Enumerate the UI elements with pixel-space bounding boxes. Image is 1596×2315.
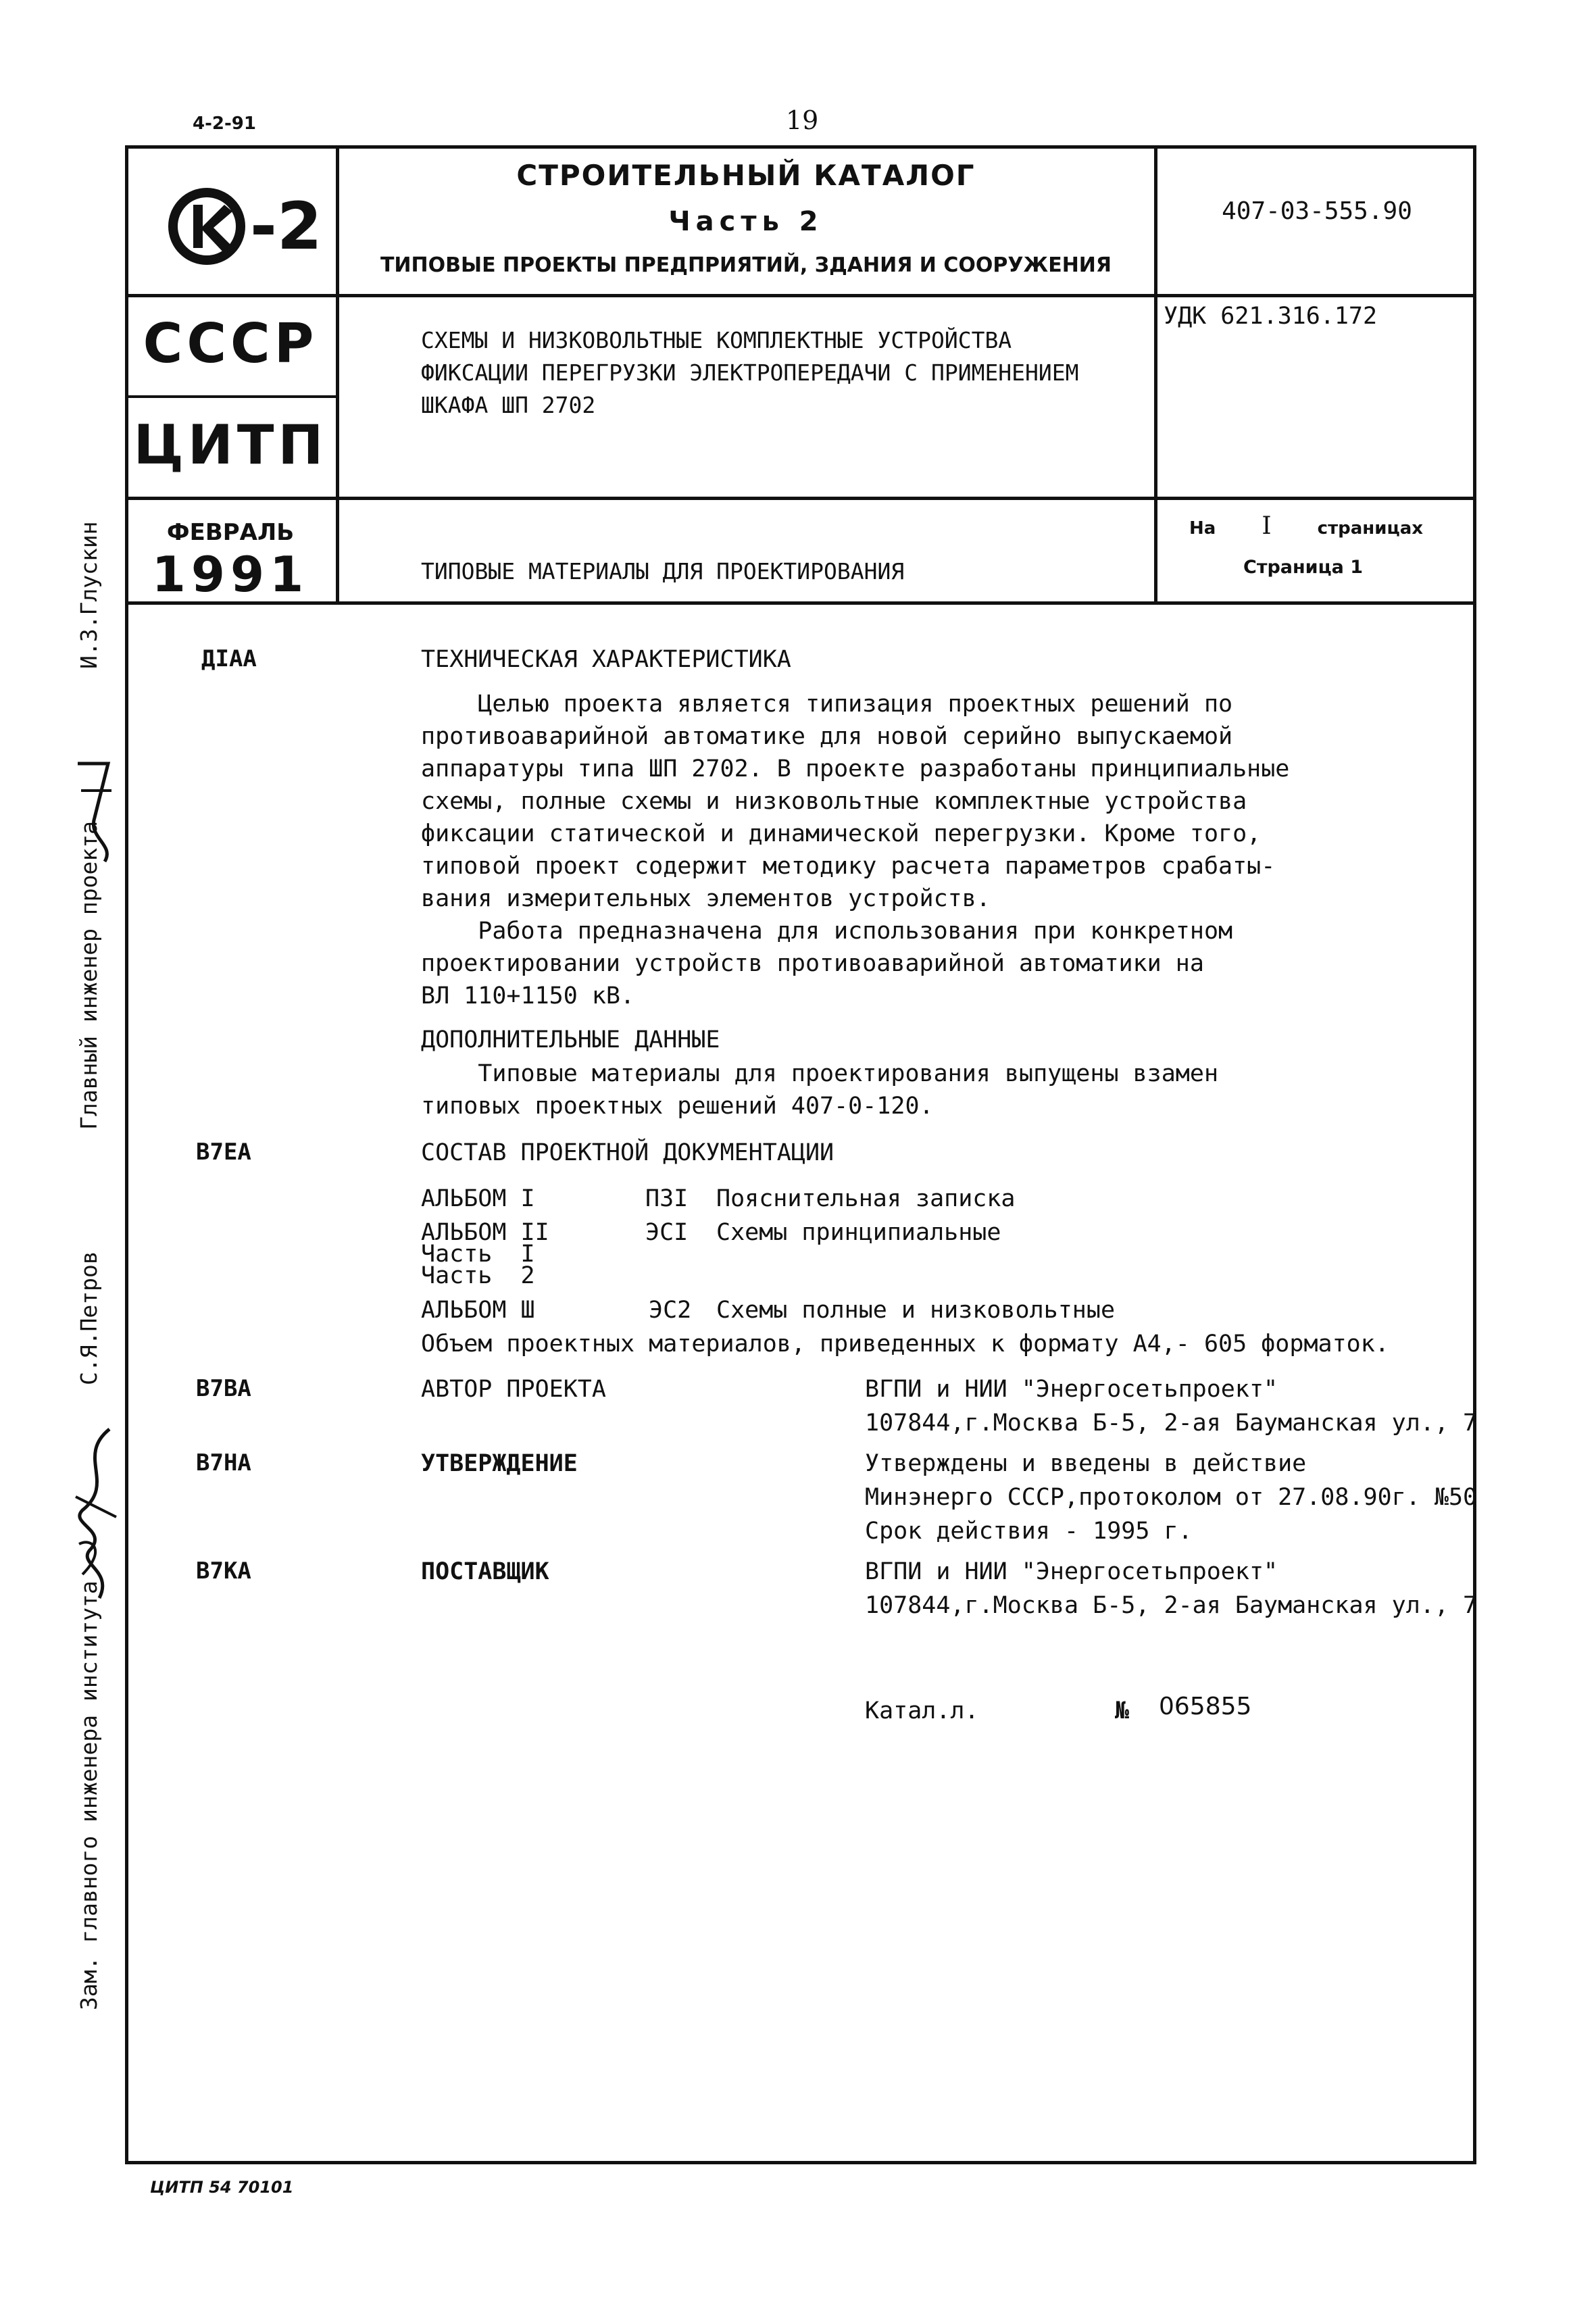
title-line: СХЕМЫ И НИЗКОВОЛЬТНЫЕ КОМПЛЕКТНЫЕ УСТРОЙСТВА xyxy=(421,327,1012,353)
description-paragraph xyxy=(421,688,1502,1012)
text-line: проектировании устройств противоаварийной автоматики на xyxy=(421,950,1204,977)
text-line: типовых проектных решений 407-0-120. xyxy=(421,1093,934,1120)
text-line: фиксации статической и динамической перегрузки. Кроме того, xyxy=(421,820,1262,847)
pages-suffix: страницах xyxy=(1317,518,1424,539)
organization: ЦИТП xyxy=(133,414,328,476)
text-line: вания измерительных элементов устройств. xyxy=(421,885,991,912)
section-code: ДІАА xyxy=(201,645,257,672)
margin-name-chief: И.З.Глускин xyxy=(76,521,102,669)
title-line: ФИКСАЦИИ ПЕРЕГРУЗКИ ЭЛЕКТРОПЕРЕДАЧИ С ПРИМЕНЕНИЕМ xyxy=(421,359,1079,386)
pages-count: I xyxy=(1262,512,1272,540)
album-name: АЛЬБОМ Ш xyxy=(421,1297,535,1324)
text-line: Работа предназначена для использования при конкретном xyxy=(421,918,1233,945)
margin-text-deputy: Зам. главного инженера института xyxy=(76,1580,102,2010)
grid-line xyxy=(125,294,1476,297)
album-desc: Схемы принципиальные xyxy=(716,1219,1001,1246)
signature-icon xyxy=(68,750,122,865)
album-part: Часть 2 xyxy=(421,1262,535,1289)
supplier-line: ВГПИ и НИИ "Энергосетьпроект" xyxy=(865,1558,1278,1585)
album-desc: Схемы полные и низковольтные xyxy=(716,1297,1116,1324)
text-line: Целью проекта является типизация проектных решений по xyxy=(421,691,1233,718)
year: 1991 xyxy=(151,546,309,603)
page-number: 19 xyxy=(786,105,819,135)
catalog-title: СТРОИТЕЛЬНЫЙ КАТАЛОГ xyxy=(516,159,976,192)
text-line: типовой проект содержит методику расчета параметров срабаты- xyxy=(421,853,1276,880)
section-title: СОСТАВ ПРОЕКТНОЙ ДОКУМЕНТАЦИИ xyxy=(421,1139,834,1166)
album-name: АЛЬБОМ II xyxy=(421,1219,549,1246)
section-code: В7НА xyxy=(196,1449,251,1476)
margin-text-chief: Главный инженер проекта xyxy=(76,821,102,1130)
album-code: ЭСІ xyxy=(645,1219,689,1246)
approval-line: Минэнерго СССР,протоколом от 27.08.90г. №50 xyxy=(865,1484,1478,1511)
album-code: ЭС2 xyxy=(649,1297,692,1324)
text-line: противоаварийной автоматике для новой серийно выпускаемой xyxy=(421,723,1233,750)
k-circle-icon xyxy=(166,186,247,267)
signature-icon xyxy=(62,1416,123,1612)
text-line: схемы, полные схемы и низковольтные комплектные устройства xyxy=(421,788,1247,815)
section-title: ТЕХНИЧЕСКАЯ ХАРАКТЕРИСТИКА xyxy=(421,646,791,673)
catalog-part: Часть 2 xyxy=(668,206,824,237)
supplier-line: 107844,г.Москва Б-5, 2-ая Бауманская ул., 7 xyxy=(865,1592,1478,1619)
country: СССР xyxy=(143,312,318,375)
extra-data-paragraph xyxy=(421,1057,1502,1122)
catalog-subtitle: ТИПОВЫЕ ПРОЕКТЫ ПРЕДПРИЯТИЙ, ЗДАНИЯ И СООРУЖЕНИЯ xyxy=(380,253,1112,277)
section-code: В7ЕА xyxy=(196,1139,251,1166)
author-line: 107844,г.Москва Б-5, 2-ая Бауманская ул., 7 xyxy=(865,1410,1478,1437)
section-code: В7КА xyxy=(196,1558,251,1585)
author-line: ВГПИ и НИИ "Энергосетьпроект" xyxy=(865,1376,1278,1403)
document-title xyxy=(421,324,1079,422)
section-code: В7ВА xyxy=(196,1375,251,1402)
page-label: Страница 1 xyxy=(1243,557,1364,578)
volume-line: Объем проектных материалов, приведенных к формату А4,- 605 форматок. xyxy=(421,1330,1389,1358)
grid-line xyxy=(125,497,1476,500)
catalog-number-sign: № xyxy=(1115,1697,1130,1724)
grid-line xyxy=(125,395,338,398)
extra-data-title: ДОПОЛНИТЕЛЬНЫЕ ДАННЫЕ xyxy=(421,1026,720,1053)
material-type: ТИПОВЫЕ МАТЕРИАЛЫ ДЛЯ ПРОЕКТИРОВАНИЯ xyxy=(421,558,905,584)
album-name: АЛЬБОМ I xyxy=(421,1185,535,1212)
section-label: УТВЕРЖДЕНИЕ xyxy=(421,1450,578,1477)
section-label: АВТОР ПРОЕКТА xyxy=(421,1376,606,1403)
catalog-number: 065855 xyxy=(1159,1693,1252,1720)
pages-info xyxy=(1189,512,1460,540)
pages-prefix: На xyxy=(1189,518,1216,539)
catalog-label: Катал.л. xyxy=(865,1697,979,1724)
text-line: аппаратуры типа ШП 2702. В проекте разработаны принципиальные xyxy=(421,755,1290,782)
title-line: ШКАФА ШП 2702 xyxy=(421,392,596,418)
margin-name-deputy: С.Я.Петров xyxy=(76,1251,102,1385)
logo: -2 xyxy=(166,182,322,270)
approval-line: Утверждены и введены в действие xyxy=(865,1450,1307,1477)
udk: УДК 621.316.172 xyxy=(1164,303,1378,330)
date-code: 4-2-91 xyxy=(193,114,256,134)
text-line: ВЛ 110+1150 кВ. xyxy=(421,982,635,1010)
album-desc: Пояснительная записка xyxy=(716,1185,1016,1212)
album-part: Часть I xyxy=(421,1241,535,1268)
section-label: ПОСТАВЩИК xyxy=(421,1558,549,1585)
text-line: Типовые материалы для проектирования выпущены взамен xyxy=(421,1060,1219,1087)
print-code: ЦИТП 54 70101 xyxy=(150,2178,294,2197)
project-number: 407-03-555.90 xyxy=(1222,197,1412,225)
month: ФЕВРАЛЬ xyxy=(166,519,295,546)
approval-line: Срок действия - 1995 г. xyxy=(865,1518,1193,1545)
album-code: ПЗІ xyxy=(645,1185,689,1212)
